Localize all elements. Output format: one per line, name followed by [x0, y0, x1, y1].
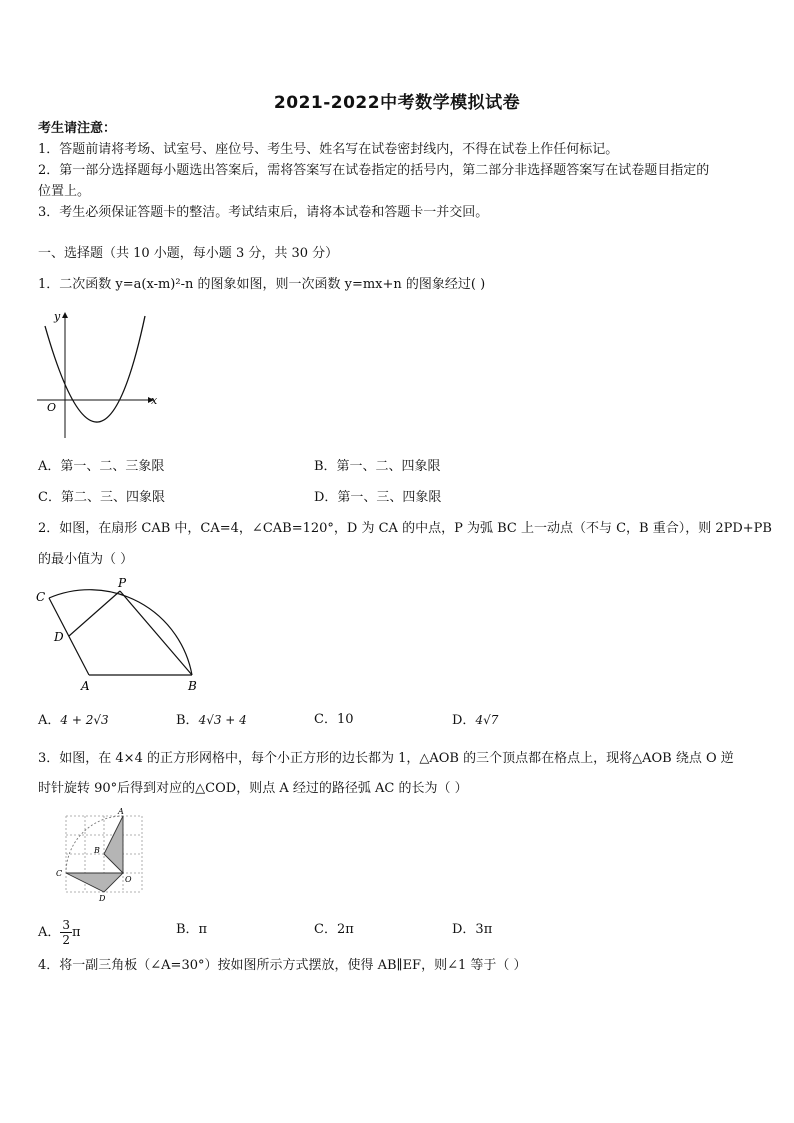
q1-option-d[interactable]: D．第一、三、四象限 — [314, 490, 442, 505]
q3-option-b[interactable]: B．π — [176, 922, 208, 937]
q1-y-label: y — [54, 310, 61, 323]
q2-option-a-value: 4 + 2√3 — [60, 713, 109, 727]
q3-option-a-pi: π — [72, 925, 81, 940]
q2-stem-2: 的最小值为（ ） — [38, 552, 134, 567]
q2-option-d-value: 4√7 — [475, 713, 499, 727]
q1-origin-label: O — [47, 401, 57, 414]
q2-option-b-label: B． — [176, 713, 199, 728]
q2-label-c: C — [36, 590, 46, 604]
section-heading: 一、选择题（共 10 小题，每小题 3 分，共 30 分） — [38, 246, 339, 261]
q2-option-c-label: C． — [314, 712, 337, 727]
q3-grid-figure — [52, 806, 150, 904]
q1-stem: 1．二次函数 y=a(x-m)²-n 的图象如图，则一次函数 y=mx+n 的图象经过( ) — [38, 277, 486, 292]
q2-label-d: D — [54, 630, 64, 644]
q2-sector-figure — [34, 578, 209, 696]
q1-parabola-figure — [35, 308, 165, 443]
q3-stem-2: 时针旋转 90°后得到对应的△COD，则点 A 经过的路径弧 AC 的长为（ ） — [38, 781, 468, 796]
q3-option-a[interactable] — [38, 918, 81, 947]
q3-label-d: D — [99, 894, 106, 903]
notice-heading: 考生请注意： — [38, 121, 117, 136]
q2-segment-pb — [120, 591, 192, 675]
q3-triangle-aob — [104, 816, 123, 873]
q2-option-d[interactable] — [452, 710, 498, 731]
q2-label-p: P — [118, 578, 127, 590]
q2-label-a: A — [81, 679, 90, 693]
q3-option-a-fraction — [60, 918, 72, 947]
page-title: 2021-2022中考数学模拟试卷 — [273, 93, 521, 113]
q2-arc-bc — [49, 590, 192, 675]
q2-option-c[interactable] — [314, 710, 354, 730]
q2-option-a[interactable] — [38, 710, 109, 731]
notice-item-1: 1．答题前请将考场、试室号、座位号、考生号、姓名写在试卷密封线内，不得在试卷上作任何标记。 — [38, 142, 619, 157]
notice-item-3: 3．考生必须保证答题卡的整洁。考试结束后，请将本试卷和答题卡一并交回。 — [38, 205, 489, 220]
q2-option-b-value: 4√3 + 4 — [198, 713, 247, 727]
q1-option-b[interactable]: B．第一、二、四象限 — [314, 459, 441, 474]
q3-option-a-denominator: 2 — [62, 933, 71, 947]
q3-stem-1: 3．如图，在 4×4 的正方形网格中，每个小正方形的边长都为 1，△AOB 的三个顶点都在格点上，现将△AOB 绕点 O 逆 — [38, 751, 734, 766]
q1-x-label: x — [151, 394, 158, 407]
q3-option-d[interactable]: D．3π — [452, 922, 493, 937]
q1-option-c[interactable]: C．第二、三、四象限 — [38, 490, 165, 505]
q3-label-b: B — [94, 846, 100, 855]
q1-option-a[interactable]: A．第一、二、三象限 — [38, 459, 165, 474]
q3-option-c[interactable]: C．2π — [314, 922, 354, 937]
q1-parabola — [45, 316, 145, 422]
notice-item-2: 2．第一部分选择题每小题选出答案后，需将答案写在试卷指定的括号内，第二部分非选择题答案写在试卷题目指定的 — [38, 163, 710, 178]
q2-segment-dp — [69, 591, 120, 636]
q3-label-o: O — [125, 875, 132, 884]
notice-item-2-cont: 位置上。 — [38, 184, 91, 199]
q3-option-a-numerator: 3 — [62, 918, 71, 932]
q2-option-c-value: 10 — [336, 712, 354, 727]
q3-triangle-cod — [66, 873, 123, 892]
q2-option-b[interactable] — [176, 710, 247, 731]
q2-option-d-label: D． — [452, 713, 476, 728]
q2-label-b: B — [188, 679, 197, 693]
q2-option-a-label: A． — [38, 713, 61, 728]
q4-stem: 4．将一副三角板（∠A=30°）按如图所示方式摆放，使得 AB∥EF，则∠1 等于（ ） — [38, 958, 527, 973]
q3-option-a-label: A． — [38, 925, 61, 940]
q3-label-c: C — [56, 869, 63, 878]
q2-stem-1: 2．如图，在扇形 CAB 中，CA=4，∠CAB=120°，D 为 CA 的中点，P 为弧 BC 上一动点（不与 C，B 重合），则 2PD+PB — [38, 521, 772, 536]
q3-label-a: A — [118, 807, 124, 816]
